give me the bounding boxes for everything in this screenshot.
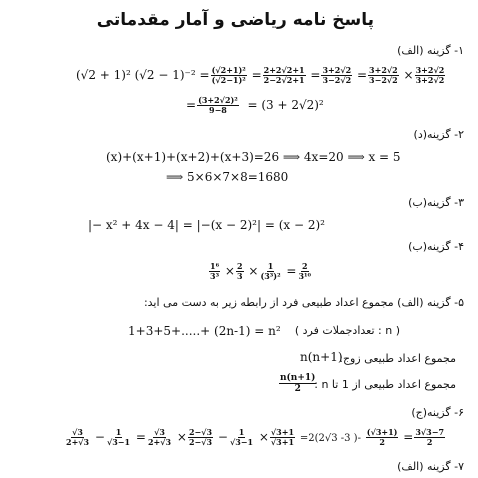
q4-equation: $\frac{\text{1⁶}}{\text{3³}}$ × $\frac{2}{3}$ × $\frac{1}{\text{(3³)²}}$ = $\frac{2}{\text{3¹⁰}}$ — [210, 261, 312, 281]
q6-frac-r: $\frac{3√3-7}{2}$ — [415, 427, 445, 447]
q1-frac2: $\frac{2+2√2+1}{2-2√2+1}$ — [263, 65, 305, 85]
q1-frac1: $\frac{\text{(√2+1)²}}{\text{(√2−1)²}}$ — [211, 65, 246, 85]
q2-header: ۲- گزینه(د) — [413, 128, 464, 141]
q6-frac-h: $\frac{(√3+1)}{2}$ — [366, 427, 398, 447]
q6-frac-a: $\frac{√3}{2+√3}$ — [66, 427, 90, 447]
q5-even-label: مجموع اعداد طبیعی زوج: — [339, 352, 456, 365]
q3-line1: |− x² + 4x − 4| = |−(x − 2)²| = (x − 2)² — [88, 218, 325, 232]
q1-frac3: $\frac{3+2√2}{3-2√2}$ — [322, 65, 352, 85]
q4-frac-r: $\frac{2}{\text{3¹⁰}}$ — [298, 261, 312, 281]
q6-frac-b: $\frac{1}{√3-1}$ — [106, 427, 131, 447]
q6-frac-c: $\frac{√3}{2+√3}$ — [147, 427, 172, 447]
q6-frac-d: $\frac{2-√3}{2-√3}$ — [188, 427, 213, 447]
q4-frac-c: $\frac{1}{\text{(3³)²}}$ — [260, 261, 281, 281]
q1-frac6: $\frac{\text{(3+2√2)²}}{9-8}$ — [198, 95, 238, 115]
q6-mid: =2(2√3 -3 )- — [299, 433, 361, 444]
page-title: پاسخ نامه ریاضی و آمار مقدماتی — [96, 10, 374, 30]
q1-header: ۱- گزینه (الف) — [397, 44, 464, 57]
q7-header: ۷- گزینه (الف) — [397, 460, 464, 473]
q6-frac-g: $\frac{√3+1}{√3+1}$ — [270, 427, 295, 447]
q2-line2: ⟹ 5×6×7×8=1680 — [166, 170, 289, 184]
q6-header: ۶- گزینه(ج) — [411, 406, 464, 419]
q1-frac4: $\frac{3+2√2}{3-2√2}$ — [369, 65, 398, 85]
q5-nat-frac: $\frac{n(n+1)}{2}$ — [280, 373, 316, 394]
q2-line1: (x)+(x+1)+(x+2)+(x+3)=26 ⟹ 4x=20 ⟹ x = 5 — [106, 150, 401, 164]
q4-frac-b: $\frac{2}{3}$ — [236, 261, 243, 281]
q3-header: ۳- گزینه(ب) — [408, 196, 464, 209]
q1-result: (3 + 2√2)² — [261, 98, 324, 112]
q5-count-note: ( n : تعدادجملات فرد ) — [294, 324, 400, 337]
q5-header: ۵- گزینه (الف) مجموع اعداد طبیعی فرد از رابطه زیر به دست می اید: — [143, 296, 464, 309]
q6-equation: $\frac{√3}{2+√3}$ − $\frac{1}{√3-1}$ = $\frac{√3}{2+√3}$ × $\frac{2-√3}{2-√3}$ − $\frac{1}{√3-1}$ × $\frac{√3+1}{√3+1}$ =2(2√3 -3 )- $\frac{(√3+1)}{2}$ = $\frac{3√3-7}{2}$ — [66, 427, 445, 447]
q1-equation: (√2 + 1)² (√2 − 1)⁻² = $\frac{\text{(√2+1)²}}{\text{(√2−1)²}}$ = $\frac{2+2√2+1}{2-2√2+1}$ = $\frac{3+2√2}{3-2√2}$ = $\frac{3+2√2}{3-2√2}$ × $\frac{3+2√2}{3+2√2}$ — [76, 65, 445, 85]
q4-frac-a: $\frac{\text{1⁶}}{\text{3³}}$ — [210, 261, 220, 281]
q4-header: ۴- گزینه(ب) — [408, 240, 464, 253]
q5-nat-label: مجموع اعداد طبیعی از 1 تا n : — [314, 378, 456, 391]
q1-lhs: (√2 + 1)² (√2 − 1)⁻² — [76, 68, 196, 82]
q5-series: 1+3+5+.....+ (2n-1) = n² — [128, 324, 281, 338]
q1-frac5: $\frac{3+2√2}{3+2√2}$ — [415, 65, 445, 85]
q6-frac-e: $\frac{1}{√3-1}$ — [229, 427, 254, 447]
q1-result-line: = $\frac{\text{(3+2√2)²}}{9-8}$ = (3 + 2√2)² — [186, 95, 324, 115]
q5-even-formula: n(n+1) — [300, 350, 343, 364]
